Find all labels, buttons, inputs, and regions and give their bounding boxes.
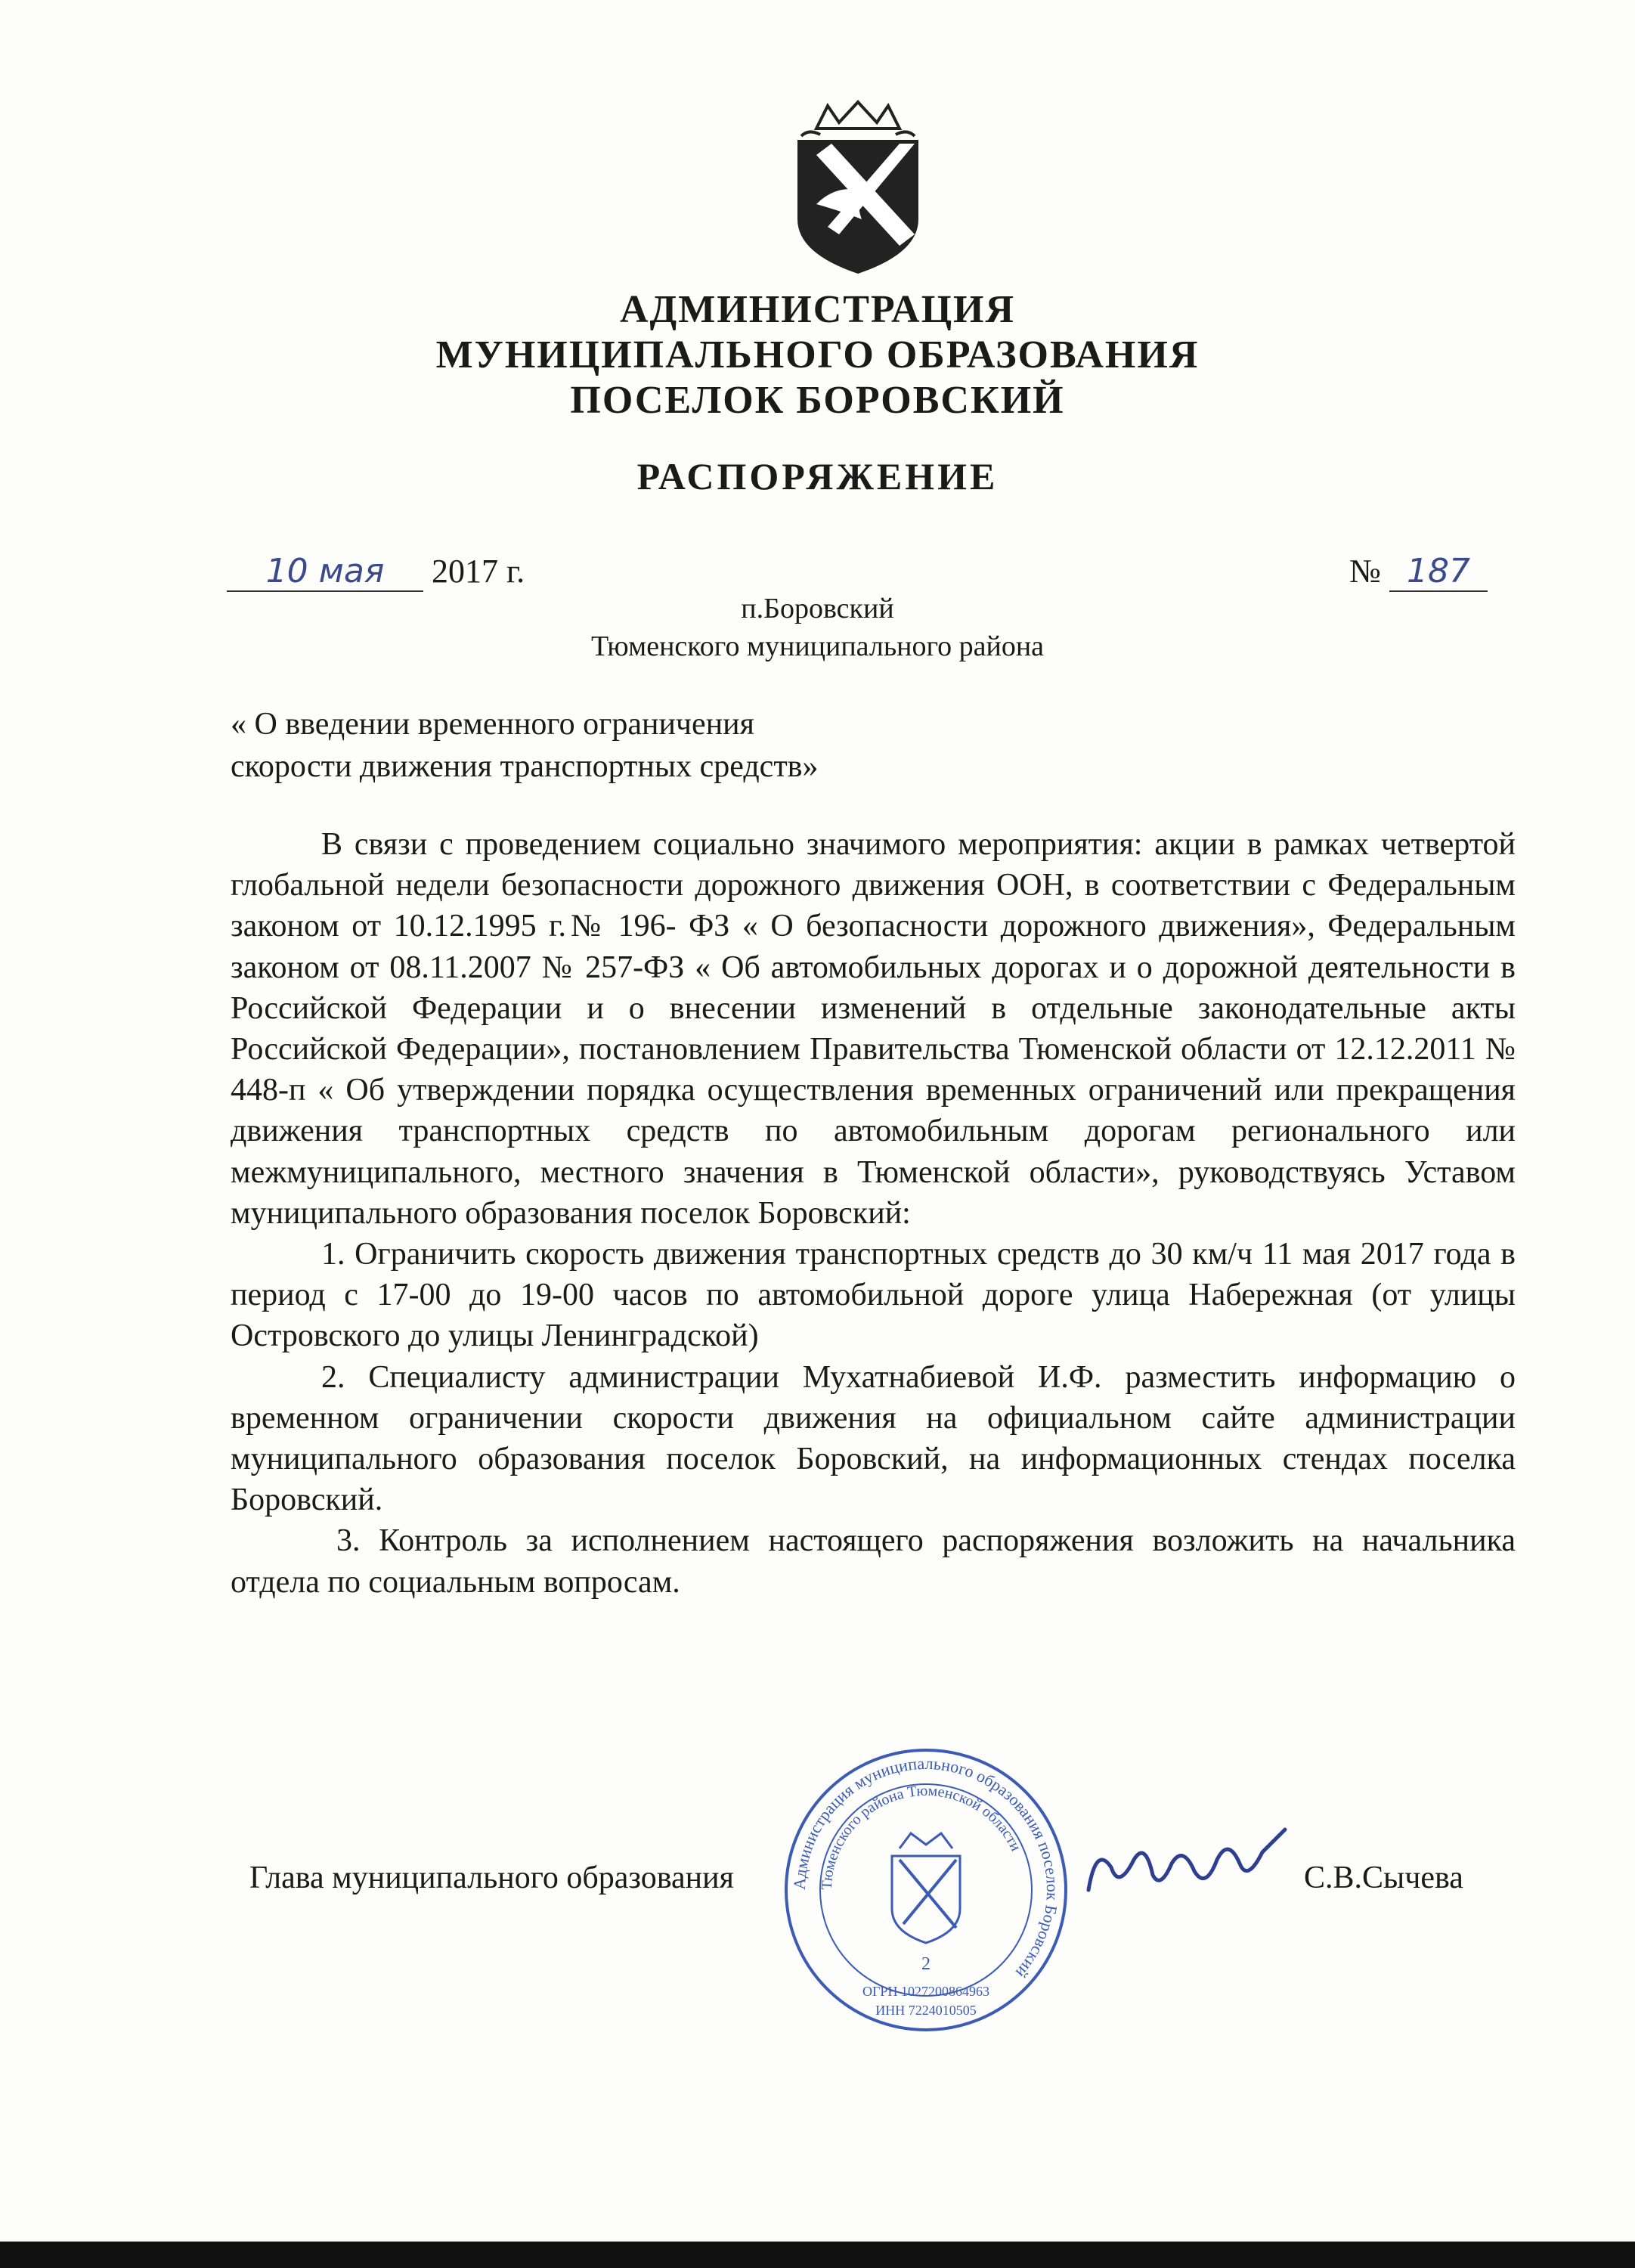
header-line-3: ПОСЕЛОК БОРОВСКИЙ	[570, 379, 1065, 422]
document-subject	[231, 703, 819, 788]
svg-text:2: 2	[921, 1954, 931, 1974]
handwritten-date: 10 мая	[265, 552, 385, 590]
signatory-position: Глава муниципального образования	[249, 1861, 734, 1895]
subject-line-2: скорости движения транспортных средств»	[231, 749, 819, 784]
signatory-name: С.В.Сычева	[1304, 1861, 1463, 1895]
scan-edge-bar	[0, 2242, 1635, 2268]
coat-of-arms-icon	[786, 98, 930, 276]
document-type: РАСПОРЯЖЕНИЕ	[636, 455, 999, 497]
document-date	[227, 552, 525, 592]
number-label: №	[1349, 553, 1381, 590]
header-line-2: МУНИЦИПАЛЬНОГО ОБРАЗОВАНИЯ	[435, 333, 1200, 376]
item-3-paragraph: 3. Контроль за исполнением настоящего распоряжения возложить на начальника отдела по социальным вопросам.	[231, 1523, 1516, 1600]
svg-text:Администрация муниципального о: Администрация муниципального образования поселок Боровский	[789, 1753, 1063, 1982]
item-1-paragraph: 1. Ограничить скорость движения транспортных средств до 30 км/ч 11 мая 2017 года в период с 17-00 до 19-00 часов по автомобильной дороге улица Набережная (от улицы Островского до улицы Ленинградской)	[231, 1237, 1516, 1354]
svg-text:ОГРН 1027200864963: ОГРН 1027200864963	[862, 1984, 989, 1999]
subject-line-1: « О введении временного ограничения	[231, 707, 754, 742]
svg-text:ИНН 7224010505: ИНН 7224010505	[875, 2003, 977, 2018]
document-body	[231, 824, 1516, 1603]
header-line-1: АДМИНИСТРАЦИЯ	[619, 288, 1016, 331]
official-seal-stamp	[779, 1743, 1073, 2037]
svg-text:Тюменского района Тюменской об: Тюменского района Тюменской области	[818, 1782, 1024, 1891]
date-year: 2017 г.	[432, 553, 525, 590]
place-line-2: Тюменского муниципального района	[590, 631, 1045, 662]
handwritten-signature	[1081, 1822, 1293, 1913]
place-line-1: п.Боровский	[741, 593, 894, 624]
handwritten-number: 187	[1406, 552, 1470, 590]
document-number	[1349, 552, 1488, 592]
item-2-paragraph: 2. Специалисту администрации Мухатнабиевой И.Ф. разместить информацию о временном ограничении скорости движения на официальном сайте администрации муниципального образования поселок Боровский, на информационных стендах поселка Боровский.	[231, 1359, 1516, 1518]
preamble-paragraph: В связи с проведением социально значимого мероприятия: акции в рамках четвертой глобальной недели безопасности дорожного движения ООН, в соответствии с Федеральным законом от 10.12.1995 г.№ 196- ФЗ « О безопасности дорожного движения», Федеральным законом от 08.11.2007 № 257-ФЗ « Об автомобильных дорогах и о дорожной деятельности в Российской Федерации и о внесении изменений в отдельные законодательные акты Российской Федерации», постановлением Правительства Тюменской области от 12.12.2011 № 448-п « Об утверждении порядка осуществления временных ограничений или прекращения движения транспортных средств по автомобильным дорогам регионального или межмуниципального, местного значения в Тюменской области», руководствуясь Уставом муниципального образования поселок Боровский:	[231, 827, 1516, 1231]
